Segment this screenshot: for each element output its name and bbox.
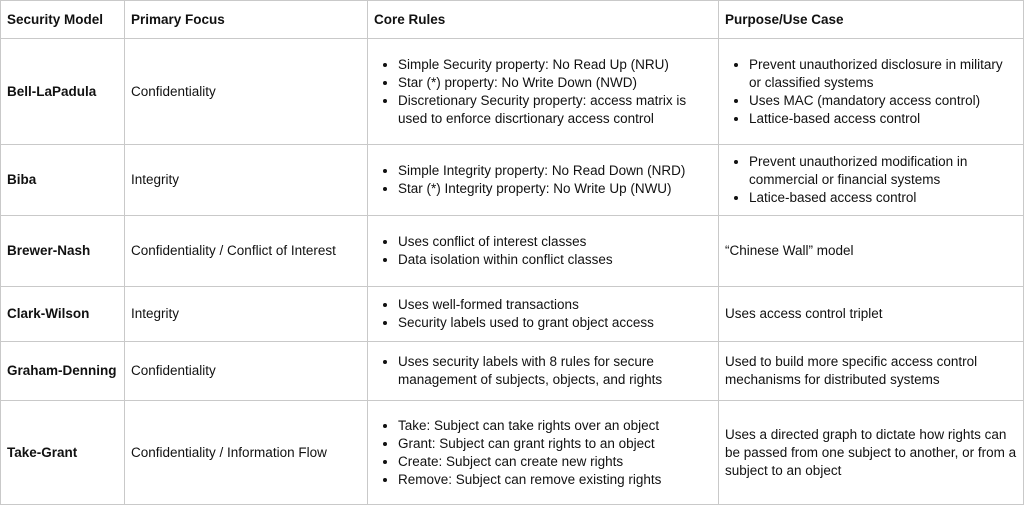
table-row <box>1 287 1024 342</box>
core-rules <box>368 401 719 505</box>
model-name: Clark-Wilson <box>1 287 125 342</box>
rule-item: • Star (*) property: No Write Down (NWD) <box>398 74 712 92</box>
table-row <box>1 145 1024 216</box>
purpose-use-case: Used to build more specific access control mechanisms for distributed systems <box>719 342 1024 401</box>
purpose-use-case: “Chinese Wall” model <box>719 216 1024 287</box>
model-name: Take-Grant <box>1 401 125 505</box>
core-rules-list <box>374 417 712 489</box>
purpose-list <box>725 56 1017 128</box>
rule-item: • Take: Subject can take rights over an object <box>398 417 712 435</box>
rule-item: • Remove: Subject can remove existing rights <box>398 471 712 489</box>
primary-focus: Confidentiality <box>125 342 368 401</box>
core-rules <box>368 342 719 401</box>
core-rules-list <box>374 233 712 269</box>
core-rules <box>368 145 719 216</box>
rule-item: • Uses security labels with 8 rules for secure management of subjects, objects, and rights <box>398 353 712 389</box>
table-row <box>1 401 1024 505</box>
header-security-model: Security Model <box>1 1 125 39</box>
header-core-rules: Core Rules <box>368 1 719 39</box>
model-name: Bell-LaPadula <box>1 39 125 145</box>
rule-item: • Data isolation within conflict classes <box>398 251 712 269</box>
purpose-item: • Prevent unauthorized disclosure in military or classified systems <box>749 56 1017 92</box>
purpose-list <box>725 153 1017 207</box>
rule-item: • Security labels used to grant object access <box>398 314 712 332</box>
core-rules-list <box>374 296 712 332</box>
purpose-use-case: Uses access control triplet <box>719 287 1024 342</box>
purpose-use-case <box>719 145 1024 216</box>
model-name: Graham-Denning <box>1 342 125 401</box>
core-rules-list <box>374 162 712 198</box>
header-primary-focus: Primary Focus <box>125 1 368 39</box>
header-row <box>1 1 1024 39</box>
core-rules-list <box>374 353 712 389</box>
primary-focus: Integrity <box>125 145 368 216</box>
header-purpose-use-case: Purpose/Use Case <box>719 1 1024 39</box>
core-rules-list <box>374 56 712 128</box>
primary-focus: Confidentiality / Information Flow <box>125 401 368 505</box>
core-rules <box>368 39 719 145</box>
rule-item: • Simple Security property: No Read Up (NRU) <box>398 56 712 74</box>
primary-focus: Confidentiality / Conflict of Interest <box>125 216 368 287</box>
purpose-use-case <box>719 39 1024 145</box>
table-row <box>1 216 1024 287</box>
primary-focus: Confidentiality <box>125 39 368 145</box>
rule-item: • Star (*) Integrity property: No Write Up (NWU) <box>398 180 712 198</box>
model-name: Biba <box>1 145 125 216</box>
rule-item: • Grant: Subject can grant rights to an object <box>398 435 712 453</box>
purpose-item: • Uses MAC (mandatory access control) <box>749 92 1017 110</box>
purpose-item: • Lattice-based access control <box>749 110 1017 128</box>
model-name: Brewer-Nash <box>1 216 125 287</box>
purpose-item: • Latice-based access control <box>749 189 1017 207</box>
core-rules <box>368 287 719 342</box>
rule-item: • Uses conflict of interest classes <box>398 233 712 251</box>
rule-item: • Simple Integrity property: No Read Down (NRD) <box>398 162 712 180</box>
table-row <box>1 342 1024 401</box>
core-rules <box>368 216 719 287</box>
table-row <box>1 39 1024 145</box>
purpose-use-case: Uses a directed graph to dictate how rights can be passed from one subject to another, or from a subject to an object <box>719 401 1024 505</box>
rule-item: • Create: Subject can create new rights <box>398 453 712 471</box>
rule-item: • Discretionary Security property: access matrix is used to enforce discrtionary access control <box>398 92 712 128</box>
primary-focus: Integrity <box>125 287 368 342</box>
rule-item: • Uses well-formed transactions <box>398 296 712 314</box>
purpose-item: • Prevent unauthorized modification in commercial or financial systems <box>749 153 1017 189</box>
